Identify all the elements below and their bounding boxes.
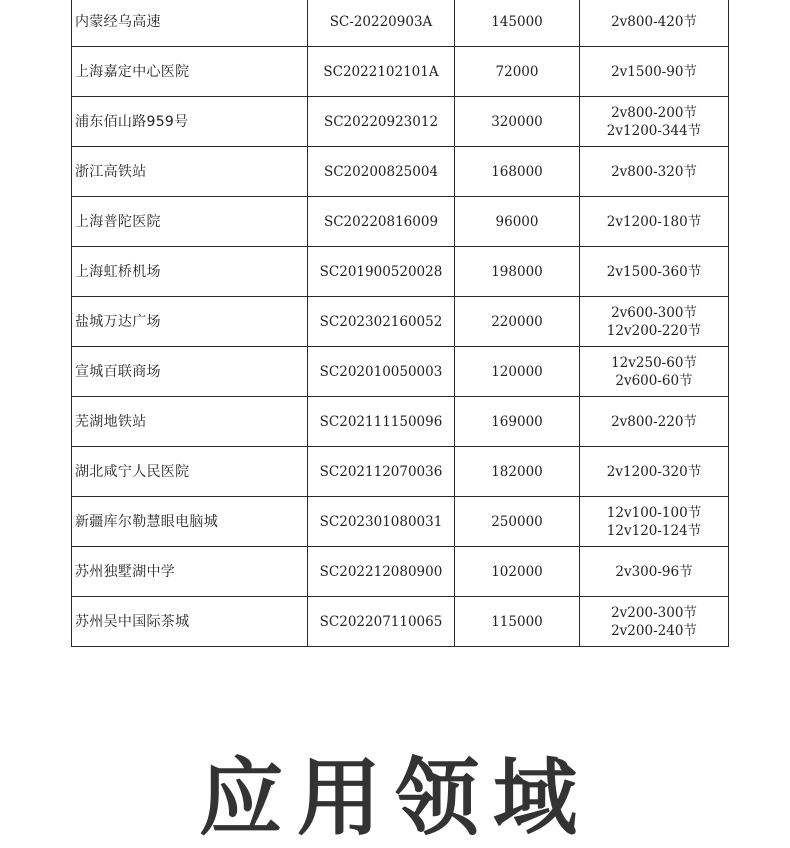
spec-line: 2v200-300节 xyxy=(611,604,697,621)
spec-line: 2v800-420节 xyxy=(611,13,697,30)
amount-cell: 120000 xyxy=(455,347,580,397)
spec-line: 12v100-100节 xyxy=(606,504,702,521)
spec-line: 2v800-200节 xyxy=(611,104,697,121)
amount-cell: 168000 xyxy=(455,147,580,197)
spec-cell xyxy=(580,347,729,397)
contract-code-cell: SC201900520028 xyxy=(308,247,455,297)
spec-line: 12v250-60节 xyxy=(611,354,697,371)
amount-cell: 72000 xyxy=(455,47,580,97)
table-row xyxy=(72,147,729,197)
project-name-cell: 浦东佰山路959号 xyxy=(72,97,308,147)
table-row xyxy=(72,97,729,147)
spec-line: 12v200-220节 xyxy=(606,322,702,339)
table-row xyxy=(72,447,729,497)
project-name-cell: 上海嘉定中心医院 xyxy=(72,47,308,97)
project-name-cell: 盐城万达广场 xyxy=(72,297,308,347)
table-row xyxy=(72,47,729,97)
spec-cell xyxy=(580,397,729,447)
spec-cell xyxy=(580,0,729,47)
contract-code-cell: SC202301080031 xyxy=(308,497,455,547)
contract-code-cell: SC202212080900 xyxy=(308,547,455,597)
amount-cell: 115000 xyxy=(455,597,580,647)
amount-cell: 145000 xyxy=(455,0,580,47)
contract-code-cell: SC202112070036 xyxy=(308,447,455,497)
project-name-cell: 苏州独墅湖中学 xyxy=(72,547,308,597)
table-row xyxy=(72,547,729,597)
contract-code-cell: SC202010050003 xyxy=(308,347,455,397)
project-table xyxy=(71,0,729,647)
project-name-cell: 苏州吴中国际茶城 xyxy=(72,597,308,647)
contract-code-cell: SC20220923012 xyxy=(308,97,455,147)
spec-cell xyxy=(580,147,729,197)
contract-code-cell: SC-20220903A xyxy=(308,0,455,47)
table-row xyxy=(72,0,729,47)
spec-cell xyxy=(580,197,729,247)
table-row xyxy=(72,497,729,547)
spec-line: 12v120-124节 xyxy=(606,522,702,539)
amount-cell: 320000 xyxy=(455,97,580,147)
project-name-cell: 宣城百联商场 xyxy=(72,347,308,397)
spec-line: 2v1500-90节 xyxy=(611,63,697,80)
amount-cell: 220000 xyxy=(455,297,580,347)
amount-cell: 169000 xyxy=(455,397,580,447)
spec-line: 2v1200-320节 xyxy=(606,463,702,480)
table-row xyxy=(72,347,729,397)
spec-line: 2v800-320节 xyxy=(611,163,697,180)
spec-cell xyxy=(580,547,729,597)
spec-line: 2v800-220节 xyxy=(611,413,697,430)
spec-line: 2v300-96节 xyxy=(615,563,693,580)
contract-code-cell: SC202111150096 xyxy=(308,397,455,447)
project-name-cell: 上海虹桥机场 xyxy=(72,247,308,297)
spec-cell xyxy=(580,297,729,347)
spec-cell xyxy=(580,597,729,647)
spec-cell xyxy=(580,447,729,497)
spec-line: 2v1500-360节 xyxy=(606,263,702,280)
spec-line: 2v200-240节 xyxy=(611,622,697,639)
project-name-cell: 上海普陀医院 xyxy=(72,197,308,247)
project-name-cell: 浙江高铁站 xyxy=(72,147,308,197)
project-name-cell: 湖北咸宁人民医院 xyxy=(72,447,308,497)
contract-code-cell: SC20220816009 xyxy=(308,197,455,247)
contract-code-cell: SC20200825004 xyxy=(308,147,455,197)
table-row xyxy=(72,597,729,647)
table-row xyxy=(72,397,729,447)
amount-cell: 182000 xyxy=(455,447,580,497)
table-row xyxy=(72,197,729,247)
contract-code-cell: SC202207110065 xyxy=(308,597,455,647)
spec-cell xyxy=(580,47,729,97)
section-title: 应用领域 xyxy=(198,749,591,847)
contract-code-cell: SC2022102101A xyxy=(308,47,455,97)
spec-cell xyxy=(580,497,729,547)
spec-line: 2v1200-180节 xyxy=(606,213,702,230)
spec-line: 2v1200-344节 xyxy=(606,122,702,139)
contract-code-cell: SC202302160052 xyxy=(308,297,455,347)
project-name-cell: 芜湖地铁站 xyxy=(72,397,308,447)
table-row xyxy=(72,247,729,297)
table-row xyxy=(72,297,729,347)
amount-cell: 96000 xyxy=(455,197,580,247)
amount-cell: 198000 xyxy=(455,247,580,297)
spec-line: 2v600-300节 xyxy=(611,304,697,321)
spec-cell xyxy=(580,247,729,297)
spec-cell xyxy=(580,97,729,147)
amount-cell: 102000 xyxy=(455,547,580,597)
project-name-cell: 内蒙经乌高速 xyxy=(72,0,308,47)
project-name-cell: 新疆库尔勒慧眼电脑城 xyxy=(72,497,308,547)
amount-cell: 250000 xyxy=(455,497,580,547)
project-table-body xyxy=(72,0,729,647)
spec-line: 2v600-60节 xyxy=(615,372,693,389)
